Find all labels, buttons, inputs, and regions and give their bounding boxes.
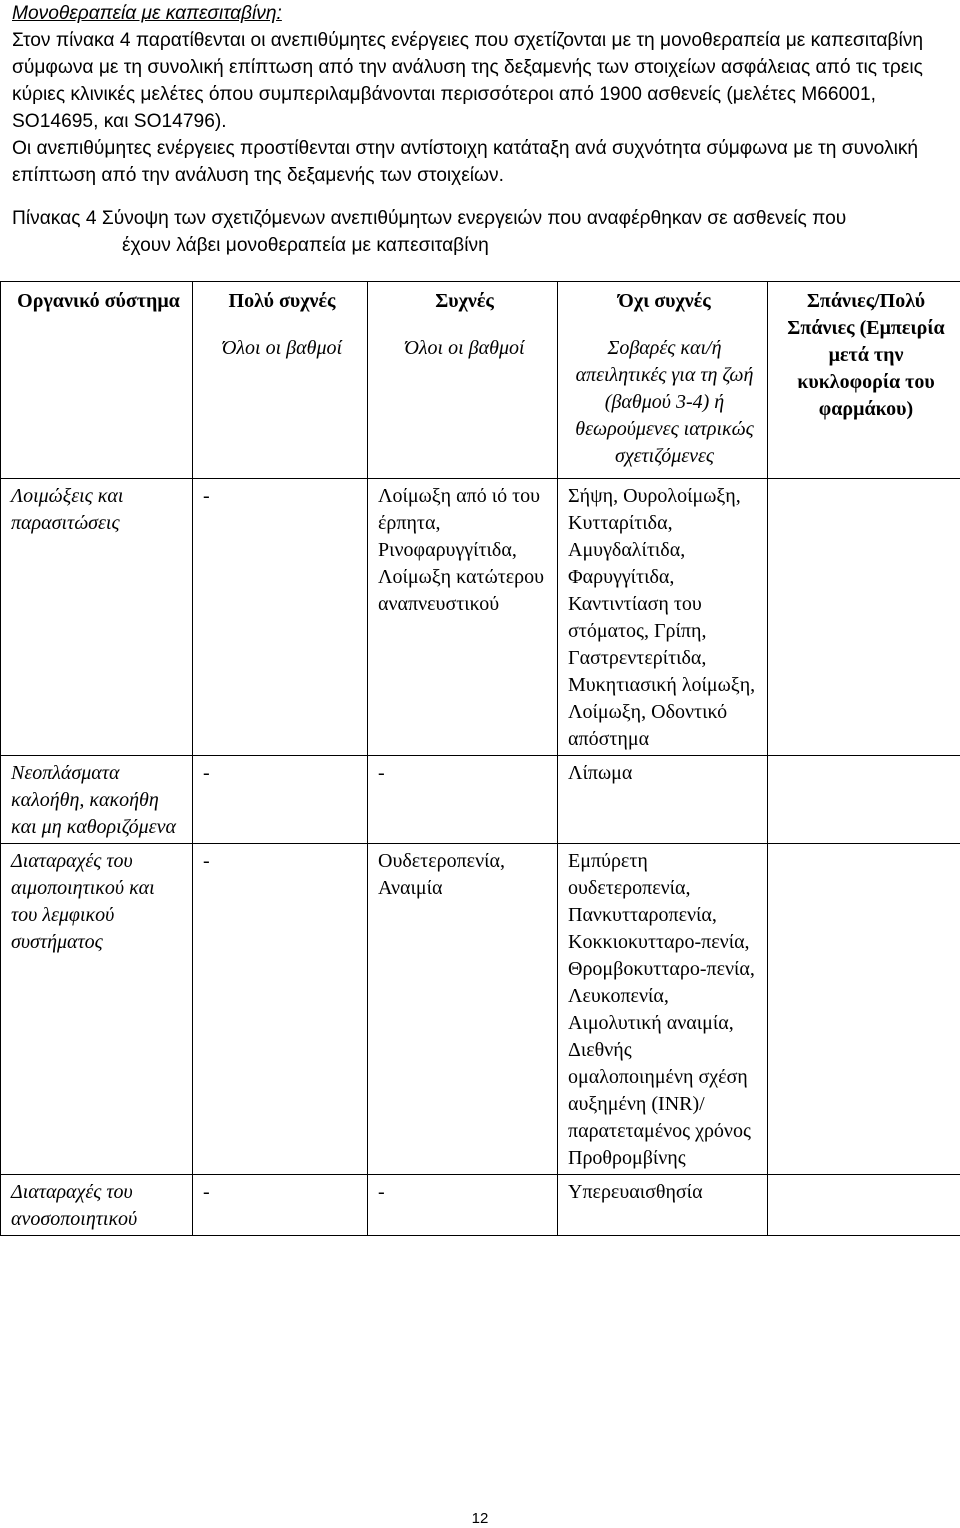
intro-paragraph-2: Οι ανεπιθύμητες ενέργειες προστίθενται στην αντίστοιχη κατάταξη ανά συχνότητα σύμφωνα με τη συνολική επίπτωση από την ανάλυση της δεξαμενής των στοιχείων. [12,138,919,186]
uncommon-cell: Λίπωμα [558,756,768,844]
organ-cell: Διαταραχές του αιμοποιητικού και του λεμφικού συστήματος [1,844,193,1175]
rare-cell [768,756,960,844]
table-row [1,756,960,844]
intro-paragraph-1: Στον πίνακα 4 παρατίθενται οι ανεπιθύμητες ενέργειες που σχετίζονται με τη μονοθεραπεία με καπεσιταβίνη σύμφωνα με τη συνολική επίπτωση από την ανάλυση της δεξαμενής των στοιχείων ασφάλειας από τις τρεις κύριες κλινικές μελέτες όπου συμπεριλαμβάνονται περισσότεροι από 1900 ασθενείς (μελέτες M66001, SO14695, και SO14796). [12,30,923,132]
table-row [1,479,960,756]
very-common-cell: - [193,756,368,844]
table-row [1,844,960,1175]
header-very-common-sub: Όλοι οι βαθμοί [221,337,343,359]
common-cell: - [368,756,558,844]
common-cell: Λοίμωξη από ιό του έρπητα, Ρινοφαρυγγίτιδα, Λοίμωξη κατώτερου αναπνευστικού [368,479,558,756]
uncommon-cell: Υπερευαισθησία [558,1175,768,1236]
uncommon-cell: Εμπύρετη ουδετεροπενία, Πανκυτταροπενία, Κοκκιοκυτταρο-πενία, Θρομβοκυτταρο-πενία, Λευκοπενία, Αιμολυτική αναιμία, Διεθνής ομαλοποιημένη σχέση αυξημένη (INR)/ παρατεταμένος χρόνος Προθρομβίνης [558,844,768,1175]
page-number: 12 [471,1510,489,1527]
organ-cell: Διαταραχές του ανοσοποιητικού [1,1175,193,1236]
very-common-cell: - [193,479,368,756]
table-caption-line-1: Πίνακας 4 Σύνοψη των σχετιζόμενων ανεπιθύμητων ενεργειών που αναφέρθηκαν σε ασθενείς που [12,208,847,229]
table-header-row [1,282,960,479]
table-row [1,1175,960,1236]
common-cell: - [368,1175,558,1236]
header-common: Συχνές Όλοι οι βαθμοί [368,282,558,479]
intro-section [12,0,952,189]
very-common-cell: - [193,1175,368,1236]
rare-cell [768,844,960,1175]
common-cell: Ουδετεροπενία, Αναιμία [368,844,558,1175]
very-common-cell: - [193,844,368,1175]
table-caption [12,205,952,259]
organ-cell: Λοιμώξεις και παρασιτώσεις [1,479,193,756]
header-uncommon: Όχι συχνές Σοβαρές και/ή απειλητικές για τη ζωή (βαθμού 3-4) ή θεωρούμενες ιατρικώς σχετιζόμενες [558,282,768,479]
header-rare: Σπάνιες/Πολύ Σπάνιες (Εμπειρία μετά την κυκλοφορία του φαρμάκου) [768,282,960,479]
uncommon-cell: Σήψη, Ουρολοίμωξη, Κυτταρίτιδα, Αμυγδαλίτιδα, Φαρυγγίτιδα, Καντιντίαση του στόματος, Γρίπη, Γαστρεντερίτιδα, Μυκητιασική λοίμωξη, Λοίμωξη, Οδοντικό απόστημα [558,479,768,756]
header-very-common: Πολύ συχνές Όλοι οι βαθμοί [193,282,368,479]
organ-cell: Νεοπλάσματα καλοήθη, κακοήθη και μη καθοριζόμενα [1,756,193,844]
rare-cell [768,479,960,756]
header-organ-system: Οργανικό σύστημα [1,282,193,479]
rare-cell [768,1175,960,1236]
header-common-sub: Όλοι οι βαθμοί [404,337,525,359]
header-uncommon-sub: Σοβαρές και/ή απειλητικές για τη ζωή (βαθμού 3-4) ή θεωρούμενες ιατρικώς σχετιζόμενες [575,337,754,467]
section-heading: Μονοθεραπεία με καπεσιταβίνη: [12,3,282,24]
table-caption-line-2: έχουν λάβει μονοθεραπεία με καπεσιταβίνη [122,235,489,256]
adverse-reactions-table [0,281,960,1236]
